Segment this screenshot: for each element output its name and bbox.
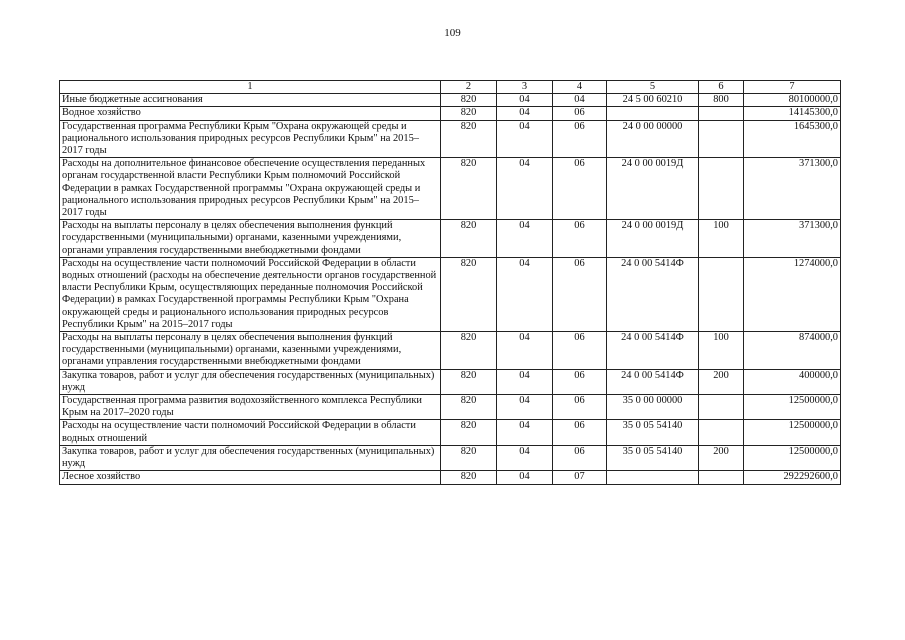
amount: 371300,0: [744, 220, 841, 258]
column-header: 4: [553, 81, 607, 94]
column-header: 5: [607, 81, 699, 94]
section-code: 04: [497, 120, 553, 158]
subsection-code: 06: [553, 445, 607, 470]
section-code: 04: [497, 220, 553, 258]
table-row: [60, 107, 841, 120]
admin-code: 820: [441, 471, 497, 484]
column-header: 2: [441, 81, 497, 94]
expense-type-code: [699, 257, 744, 331]
table-row: [60, 158, 841, 220]
row-name: Государственная программа Республики Крым "Охрана окружающей среды и рационального использования природных ресурсов Республики Крым" на 2015–2017 годы: [60, 120, 441, 158]
subsection-code: 07: [553, 471, 607, 484]
target-article-code: 24 0 00 0019Д: [607, 220, 699, 258]
subsection-code: 04: [553, 94, 607, 107]
row-name: Закупка товаров, работ и услуг для обеспечения государственных (муниципальных) нужд: [60, 445, 441, 470]
target-article-code: 24 5 00 60210: [607, 94, 699, 107]
section-code: 04: [497, 158, 553, 220]
table-row: [60, 94, 841, 107]
admin-code: 820: [441, 158, 497, 220]
expense-type-code: 100: [699, 332, 744, 370]
subsection-code: 06: [553, 420, 607, 445]
column-header: 3: [497, 81, 553, 94]
amount: 14145300,0: [744, 107, 841, 120]
row-name: Расходы на выплаты персоналу в целях обеспечения выполнения функций государственными (муниципальными) органами, казенными учреждениями, органами управления государственными внебюджетными фондами: [60, 220, 441, 258]
subsection-code: 06: [553, 220, 607, 258]
admin-code: 820: [441, 94, 497, 107]
admin-code: 820: [441, 120, 497, 158]
target-article-code: 35 0 05 54140: [607, 445, 699, 470]
section-code: 04: [497, 471, 553, 484]
expense-type-code: [699, 158, 744, 220]
section-code: 04: [497, 369, 553, 394]
row-name: Расходы на осуществление части полномочий Российской Федерации в области водных отношений (расходы на обеспечение деятельности органов государственной власти Республики Крым, осуществляющих переданные полномочия Российской Федерации) в рамках Государственной программы Республики Крым "Охрана окружающей среды и рационального использования природных ресурсов Республики Крым" на 2015–2017 годы: [60, 257, 441, 331]
row-name: Государственная программа развития водохозяйственного комплекса Республики Крым на 2017–2020 годы: [60, 395, 441, 420]
amount: 80100000,0: [744, 94, 841, 107]
section-code: 04: [497, 257, 553, 331]
expense-type-code: 100: [699, 220, 744, 258]
table-row: [60, 471, 841, 484]
target-article-code: 24 0 00 5414Ф: [607, 257, 699, 331]
table-row: [60, 445, 841, 470]
amount: 874000,0: [744, 332, 841, 370]
section-code: 04: [497, 94, 553, 107]
target-article-code: 24 0 00 0019Д: [607, 158, 699, 220]
target-article-code: 35 0 05 54140: [607, 420, 699, 445]
row-name: Расходы на дополнительное финансовое обеспечение осуществления переданных органам государственной власти Республики Крым полномочий Российской Федерации в рамках Государственной программы "Охрана окружающей среды и рационального использования природных ресурсов Республики Крым" на 2015–2017 годы: [60, 158, 441, 220]
admin-code: 820: [441, 395, 497, 420]
amount: 12500000,0: [744, 395, 841, 420]
amount: 371300,0: [744, 158, 841, 220]
row-name: Лесное хозяйство: [60, 471, 441, 484]
section-code: 04: [497, 445, 553, 470]
expense-type-code: [699, 471, 744, 484]
admin-code: 820: [441, 332, 497, 370]
admin-code: 820: [441, 107, 497, 120]
subsection-code: 06: [553, 120, 607, 158]
expense-type-code: 800: [699, 94, 744, 107]
column-header: 7: [744, 81, 841, 94]
target-article-code: [607, 107, 699, 120]
expense-type-code: [699, 395, 744, 420]
table-row: [60, 369, 841, 394]
subsection-code: 06: [553, 395, 607, 420]
target-article-code: 24 0 00 5414Ф: [607, 369, 699, 394]
page-number: 109: [444, 27, 461, 39]
amount: 1274000,0: [744, 257, 841, 331]
section-code: 04: [497, 332, 553, 370]
target-article-code: [607, 471, 699, 484]
subsection-code: 06: [553, 257, 607, 331]
subsection-code: 06: [553, 158, 607, 220]
amount: 1645300,0: [744, 120, 841, 158]
table-row: [60, 395, 841, 420]
row-name: Иные бюджетные ассигнования: [60, 94, 441, 107]
target-article-code: 24 0 00 00000: [607, 120, 699, 158]
section-code: 04: [497, 395, 553, 420]
admin-code: 820: [441, 220, 497, 258]
admin-code: 820: [441, 420, 497, 445]
expense-type-code: 200: [699, 369, 744, 394]
table-row: [60, 257, 841, 331]
amount: 292292600,0: [744, 471, 841, 484]
row-name: Закупка товаров, работ и услуг для обеспечения государственных (муниципальных) нужд: [60, 369, 441, 394]
expense-type-code: [699, 120, 744, 158]
subsection-code: 06: [553, 107, 607, 120]
target-article-code: 35 0 00 00000: [607, 395, 699, 420]
section-code: 04: [497, 420, 553, 445]
subsection-code: 06: [553, 332, 607, 370]
header-row: [60, 81, 841, 94]
row-name: Расходы на осуществление части полномочий Российской Федерации в области водных отношений: [60, 420, 441, 445]
amount: 12500000,0: [744, 420, 841, 445]
expense-type-code: [699, 420, 744, 445]
expense-type-code: [699, 107, 744, 120]
amount: 12500000,0: [744, 445, 841, 470]
amount: 400000,0: [744, 369, 841, 394]
table-row: [60, 420, 841, 445]
expense-type-code: 200: [699, 445, 744, 470]
table-row: [60, 332, 841, 370]
budget-table: [59, 80, 841, 485]
row-name: Расходы на выплаты персоналу в целях обеспечения выполнения функций государственными (муниципальными) органами, казенными учреждениями, органами управления государственными внебюджетными фондами: [60, 332, 441, 370]
admin-code: 820: [441, 445, 497, 470]
target-article-code: 24 0 00 5414Ф: [607, 332, 699, 370]
table-row: [60, 120, 841, 158]
column-header: 1: [60, 81, 441, 94]
row-name: Водное хозяйство: [60, 107, 441, 120]
column-header: 6: [699, 81, 744, 94]
section-code: 04: [497, 107, 553, 120]
admin-code: 820: [441, 257, 497, 331]
admin-code: 820: [441, 369, 497, 394]
table-row: [60, 220, 841, 258]
subsection-code: 06: [553, 369, 607, 394]
